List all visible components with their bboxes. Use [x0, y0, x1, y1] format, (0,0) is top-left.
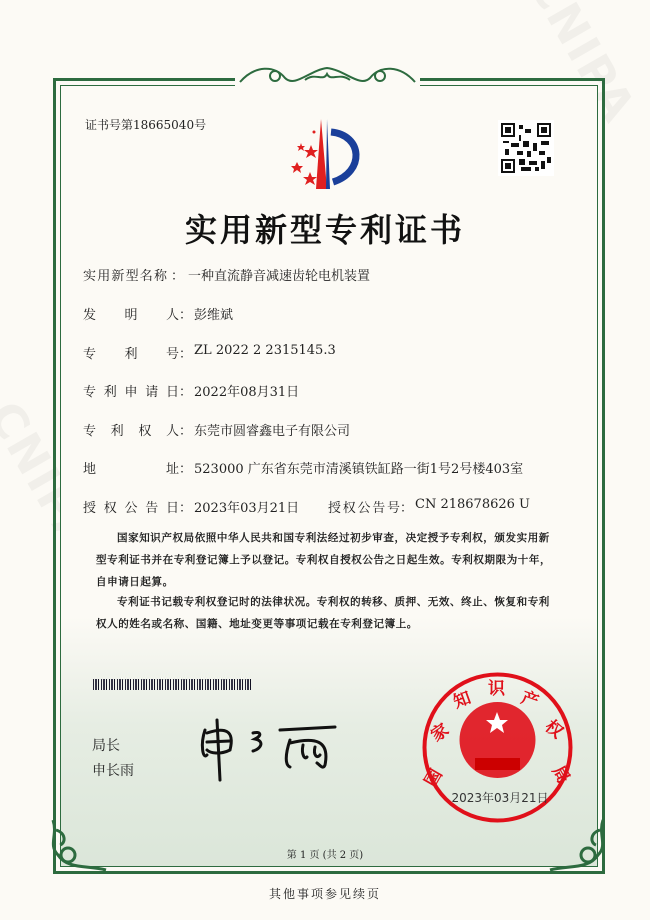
top-ornament [235, 60, 420, 90]
separator: ： [179, 385, 193, 400]
field-address [83, 458, 523, 477]
field-value: 2022年08月31日 [194, 385, 300, 400]
field-label: 授权公告号 [328, 501, 400, 516]
field-value: 523000 广东省东莞市清溪镇铁缸路一街1号2号楼403室 [194, 462, 524, 477]
field-grant-date [83, 497, 299, 516]
svg-text:家: 家 [427, 719, 453, 747]
field-patent-number [83, 343, 336, 362]
corner-ornament [48, 815, 108, 875]
seal-date: 2023年03月21日 [451, 791, 549, 805]
certificate-number: 证书号第18665040号 [85, 118, 207, 132]
field-label: 专利权人 [83, 424, 179, 439]
separator: ： [179, 308, 193, 323]
field-application-date [83, 381, 299, 400]
director-name: 申长雨 [92, 763, 134, 779]
legal-status-statement: 专利证书记载专利权登记时的法律状况。专利权的转移、质押、无效、终止、恢复和专利权人的姓名或名称、国籍、地址变更等事项记载在专利登记簿上。 [96, 596, 550, 630]
field-value: 2023年03月21日 [194, 501, 300, 516]
svg-text:识: 识 [488, 679, 505, 699]
director-title: 局长 [92, 738, 120, 754]
qr-code [498, 120, 554, 176]
separator: ： [171, 269, 185, 284]
separator: ： [179, 462, 193, 477]
field-value: 彭维斌 [194, 308, 234, 323]
svg-text:国: 国 [421, 765, 447, 791]
svg-text:权: 权 [540, 716, 567, 743]
svg-text:产: 产 [518, 687, 542, 713]
field-label: 专利申请日 [83, 385, 179, 400]
field-value: ZL 2022 2 2315145.3 [194, 343, 336, 358]
separator: ： [400, 501, 414, 516]
director-signature [195, 715, 345, 785]
field-value: CN 218678626 U [415, 497, 530, 512]
svg-text:知: 知 [450, 688, 474, 713]
field-inventor [83, 304, 233, 323]
field-label: 地址 [83, 462, 179, 477]
separator: ： [179, 347, 193, 362]
field-value: 东莞市圆睿鑫电子有限公司 [194, 424, 351, 439]
field-announcement-number [328, 497, 530, 516]
field-label: 实用新型名称 [83, 269, 167, 284]
separator: ： [179, 501, 193, 516]
field-label: 授权公告日 [83, 501, 179, 516]
field-patentee [83, 420, 350, 439]
certificate-title: 实用新型专利证书 [184, 211, 465, 249]
field-utility-model-name [83, 265, 370, 284]
grant-statement: 国家知识产权局依照中华人民共和国专利法经过初步审查，决定授予专利权，颁发实用新型专利证书并在专利登记簿上予以登记。专利权自授权公告之日起生效。专利权期限为十年，自申请日起算。 [96, 532, 552, 588]
barcode [93, 679, 253, 690]
field-label: 专利号 [83, 347, 179, 362]
field-label: 发明人 [83, 308, 179, 323]
field-value: 一种直流静音减速齿轮电机装置 [188, 269, 371, 284]
separator: ： [179, 424, 193, 439]
cnipa-logo [283, 117, 378, 192]
svg-text:局: 局 [547, 762, 574, 788]
footer-note: 其他事项参见续页 [268, 887, 381, 901]
page-number: 第 1 页 (共 2 页) [286, 850, 364, 861]
